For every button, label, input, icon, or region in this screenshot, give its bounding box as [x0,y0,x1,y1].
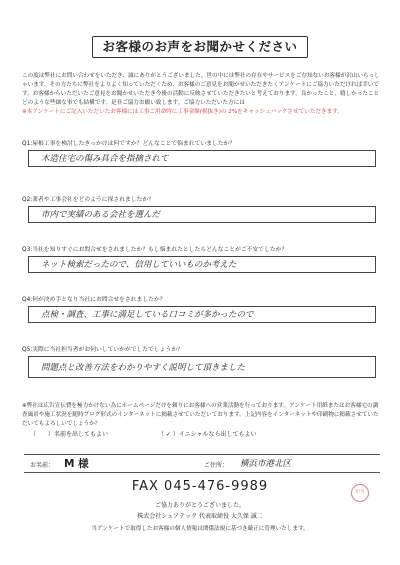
question-1-label: Q1:屋根工事を検討したきっかけは何ですか？どんなことで悩まれていましたか？ [22,141,236,147]
page-title: お客様のお声をお聞かせください [92,36,308,58]
option-initial-ok[interactable]: （ ✓ ）イニシャルなら出してもよい [158,431,257,438]
answer-2-text: 市内で実績のある会社を選んだ [41,210,161,220]
answer-1-text: 木造住宅の傷み具合を指摘されて [41,154,169,164]
answer-5-box [28,356,376,378]
intro-paragraph: この度は弊社にお問い合わせをいただき、誠にありがとうございました。世の中には弊社の存在やサービスをご存知ないお客様が沢山いらっしゃいます。その方たちに弊社をよりよく知っていただくため、お客様のご意見をお聞かせいただきたくアンケートにご協力いただければ幸いです。お客様からいただいたご意見をお聞かせいただき今後の活動に反映させていただきたいと考えております。良かったこと、嬉しかったことどのような些細な事でも結構です。是非ご協力お願い致します。ご協力いただいた方には [22,73,380,106]
address-label: ご住所： [204,462,229,469]
customer-info-row [24,454,380,473]
answer-4-text: 点検・調査、工事に満足している口コミが多かったので [41,310,254,320]
question-3-label: Q3:当社を知りすぐにお問合せをされましたか？もし悩まれたとしたらどんなことがご不安でしたか？ [22,247,288,253]
thanks-text: ご協力ありがとうございました。 [154,502,245,509]
name-label: お名前： [30,462,55,469]
answer-3-box [28,256,376,273]
company-signature: 株式会社シェアテック 代表取締役 大久保 誠二 [137,513,263,520]
cashback-note: ※本アンケートにご記入いただいたお客様には工事ご用命時に工事金額(税抜き)の 2%をキャッシュバックさせていただきます。 [22,109,343,115]
name-value: M 様 [64,458,89,470]
question-2-label: Q2:業者や工事会社をどのように探されましたか？ [22,197,154,203]
answer-2-box [28,206,376,223]
fax-number: FAX 045-476-9989 [131,479,269,494]
staff-stamp: 担当 [351,484,369,502]
question-5-label: Q5:実際に当社担当者がお伺いしていかがでしたでしょうか？ [22,347,183,353]
answer-5-text: 問題点と改善方法をわかりやすく説明して頂きました [41,363,246,373]
answer-1-box [28,150,376,167]
answer-3-text: ネット検索だったので、信用していいものか考えた [41,260,237,270]
privacy-note: 当アンケートで取得したお客様の個人情報は関係法規に基づき厳正に管理いたします。 [91,526,309,532]
address-value: 横浜市港北区 [240,459,292,469]
question-4-label: Q4:何が決め手となり当社にお問合せをされましたか？ [22,297,166,303]
intro-text [22,72,380,117]
consent-text: ※弊社は広告宣伝費を極力かけない為にホームページだけを頼りにお客様への営業活動を行っております。アンケート用紙またはお客様宅の調査風景や施工状況を随時ブログ形式のインターネットに掲載させていただいております。上記内容をインターネットや印刷物に掲載させていただいてもよろしいでしょうか？ [22,403,379,427]
option-name-ok[interactable]: （ ）名前を出してもよい [30,431,109,438]
answer-4-box [28,306,376,323]
